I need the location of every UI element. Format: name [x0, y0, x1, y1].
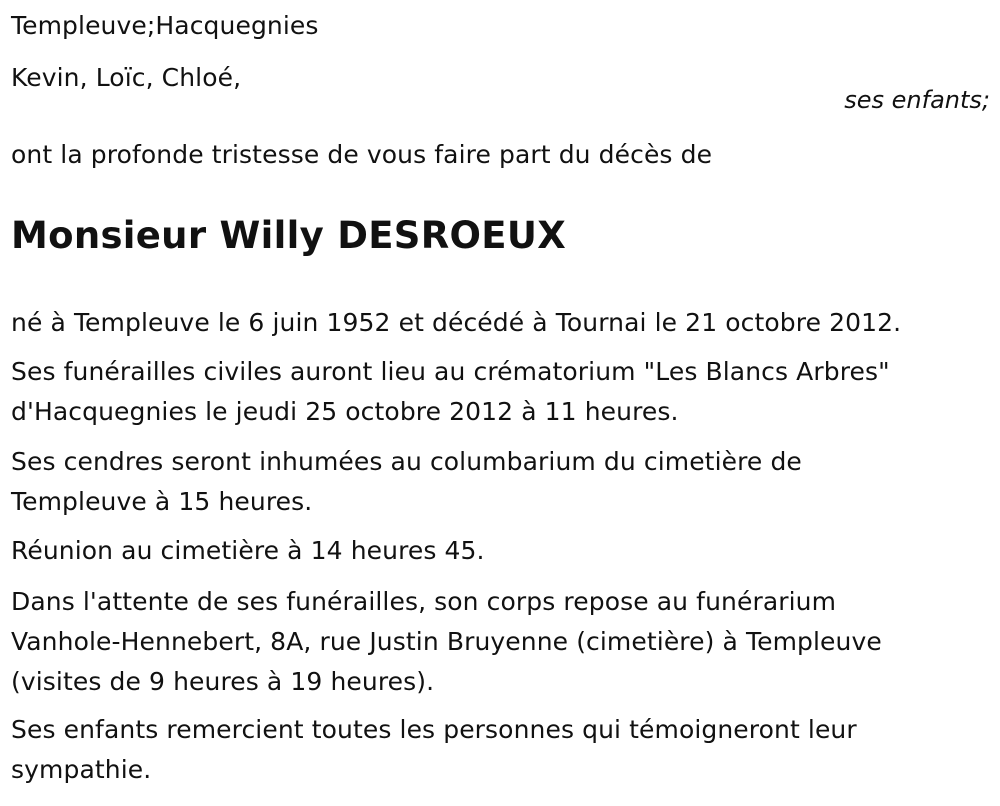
- ashes-line: Templeuve à 15 heures.: [11, 487, 313, 516]
- funeral-line: Ses funérailles civiles auront lieu au crématorium "Les Blancs Arbres": [11, 357, 890, 386]
- announcement-text: ont la profonde tristesse de vous faire part du décès de: [11, 140, 713, 169]
- deceased-name: Monsieur Willy DESROEUX: [11, 214, 567, 257]
- ashes-line: Ses cendres seront inhumées au columbarium du cimetière de: [11, 447, 802, 476]
- birth-death-text: né à Templeuve le 6 juin 1952 et décédé à Tournai le 21 octobre 2012.: [11, 308, 902, 337]
- relation-label: ses enfants;: [844, 86, 990, 114]
- thanks-line: Ses enfants remercient toutes les personnes qui témoigneront leur: [11, 715, 857, 744]
- funeral-paragraph: [11, 352, 991, 432]
- rest-paragraph: [11, 582, 991, 702]
- rest-line: (visites de 9 heures à 19 heures).: [11, 667, 435, 696]
- ashes-paragraph: [11, 442, 991, 522]
- thanks-paragraph: [11, 710, 991, 790]
- thanks-line: sympathie.: [11, 755, 152, 784]
- rest-line: Dans l'attente de ses funérailles, son corps repose au funérarium: [11, 587, 837, 616]
- family-names: Kevin, Loïc, Chloé,: [11, 63, 242, 92]
- funeral-line: d'Hacquegnies le jeudi 25 octobre 2012 à 11 heures.: [11, 397, 679, 426]
- place-header: Templeuve;Hacquegnies: [11, 11, 319, 40]
- meeting-text: Réunion au cimetière à 14 heures 45.: [11, 536, 485, 565]
- rest-line: Vanhole-Hennebert, 8A, rue Justin Bruyenne (cimetière) à Templeuve: [11, 627, 882, 656]
